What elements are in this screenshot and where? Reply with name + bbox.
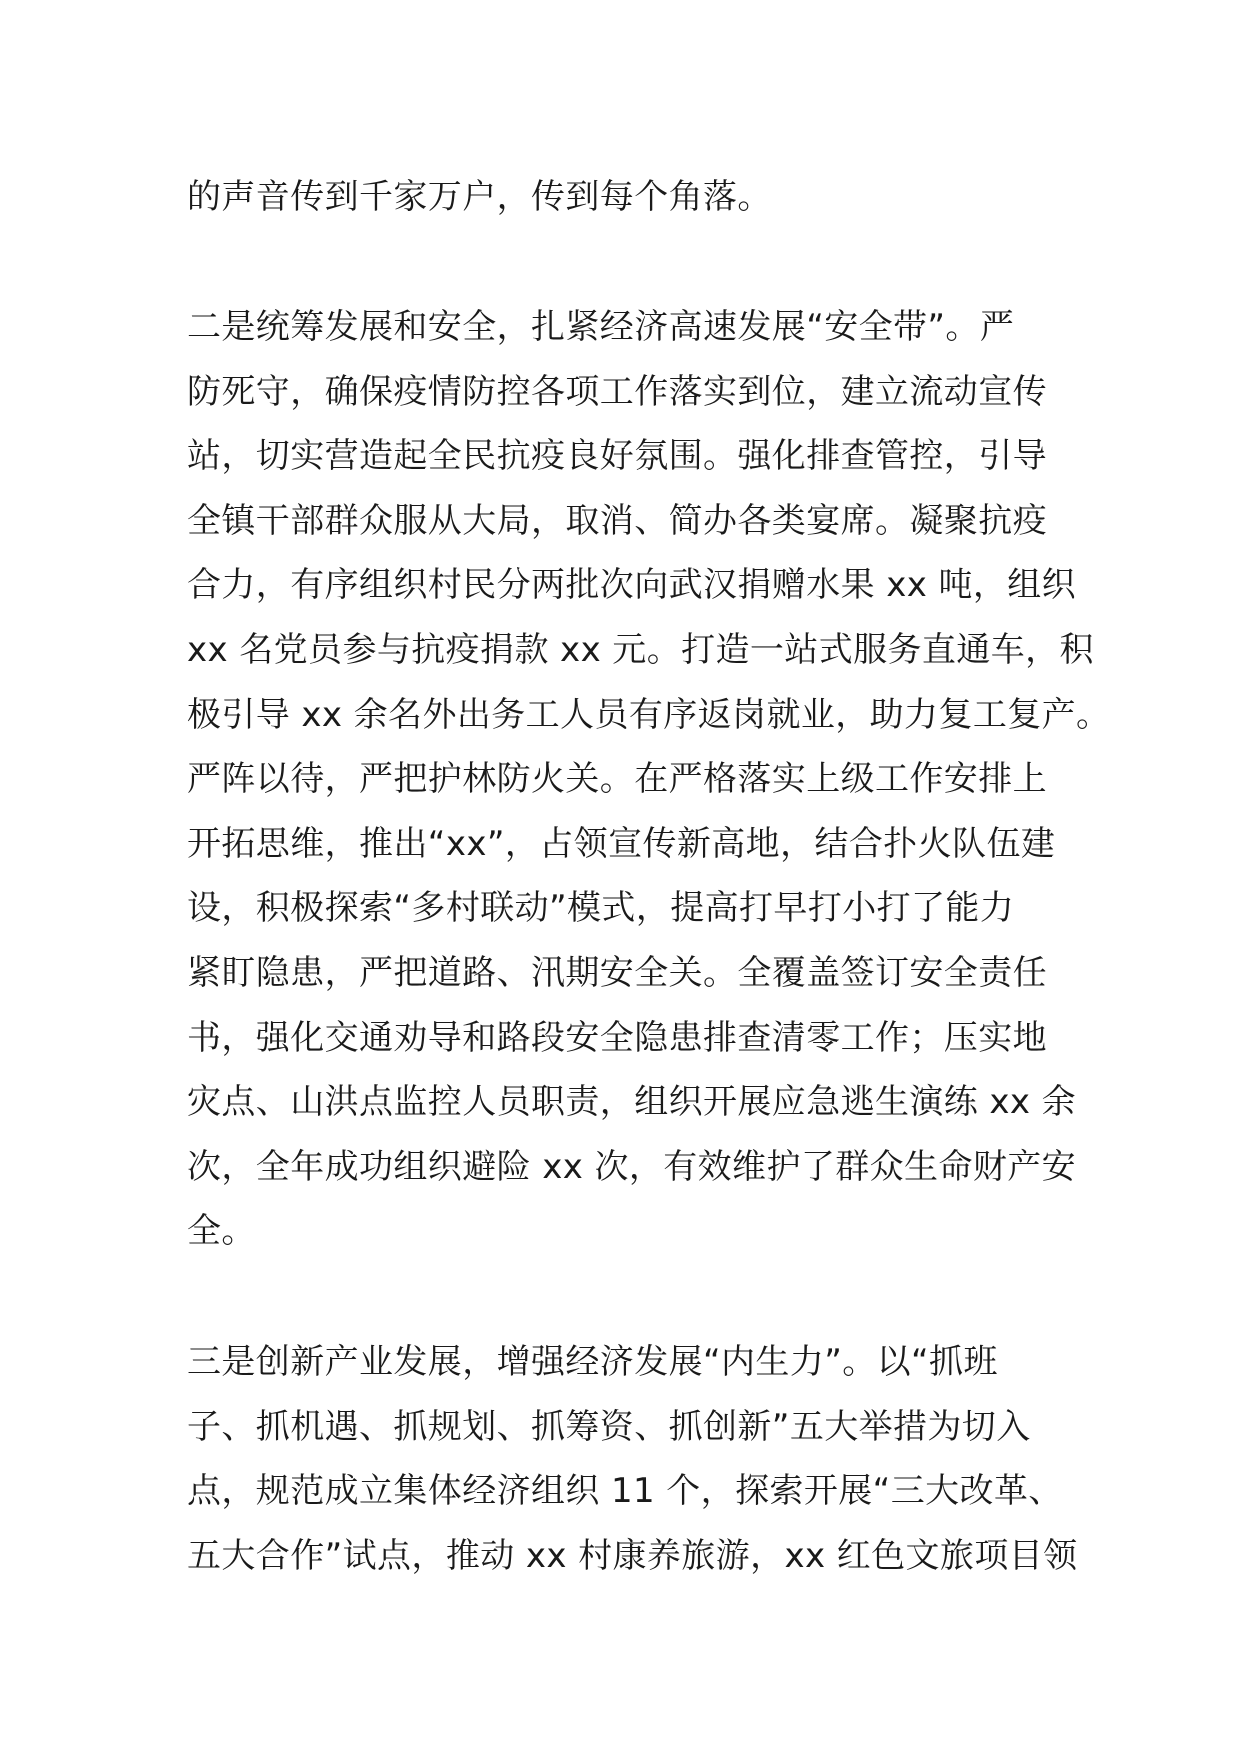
paragraph-line: 书，强化交通劝导和路段安全隐患排查清零工作；压实地 (187, 1017, 1047, 1058)
paragraph-line: 站，切实营造起全民抗疫良好氛围。强化排查管控，引导 (187, 436, 1047, 477)
paragraph-line: 子、抓机遇、抓规划、抓筹资、抓创新”五大举措为切入 (187, 1406, 1031, 1447)
paragraph-line: 全。 (187, 1211, 256, 1252)
paragraph-line: 全镇干部群众服从大局，取消、简办各类宴席。凝聚抗疫 (187, 500, 1047, 541)
paragraph-line: 设，积极探索“多村联动”模式，提高打早打小打了能力 (187, 888, 1015, 929)
paragraph-line: 极引导 xx 余名外出务工人员有序返岗就业，助力复工复产。 (187, 694, 1111, 735)
paragraph-1 (187, 165, 1067, 230)
paragraph-3 (187, 1330, 1078, 1588)
paragraph-line: 次，全年成功组织避险 xx 次，有效维护了群众生命财产安 (187, 1146, 1077, 1187)
paragraph-line: 五大合作”试点，推动 xx 村康养旅游，xx 红色文旅项目领 (187, 1535, 1078, 1576)
paragraph-line: 点，规范成立集体经济组织 11 个，探索开展“三大改革、 (187, 1471, 1063, 1512)
paragraph-line: 开拓思维，推出“xx”，占领宣传新高地，结合扑火队伍建 (187, 823, 1056, 864)
paragraph-line: 紧盯隐患，严把道路、汛期安全关。全覆盖签订安全责任 (187, 952, 1047, 993)
paragraph-2 (187, 295, 1111, 1264)
paragraph-line: 的声音传到千家万户，传到每个角落。 (187, 177, 772, 217)
paragraph-line: 灾点、山洪点监控人员职责，组织开展应急逃生演练 xx 余 (187, 1082, 1077, 1123)
paragraph-line: 严阵以待，严把护林防火关。在严格落实上级工作安排上 (187, 759, 1047, 800)
paragraph-line: xx 名党员参与抗疫捐款 xx 元。打造一站式服务直通车，积 (187, 629, 1094, 670)
paragraph-line: 三是创新产业发展，增强经济发展“内生力”。以“抓班 (187, 1342, 998, 1382)
paragraph-line: 合力，有序组织村民分两批次向武汉捐赠水果 xx 吨，组织 (187, 565, 1077, 606)
paragraph-line: 二是统筹发展和安全，扎紧经济高速发展“安全带”。严 (187, 307, 1015, 347)
paragraph-line: 防死守，确保疫情防控各项工作落实到位，建立流动宣传 (187, 371, 1047, 412)
